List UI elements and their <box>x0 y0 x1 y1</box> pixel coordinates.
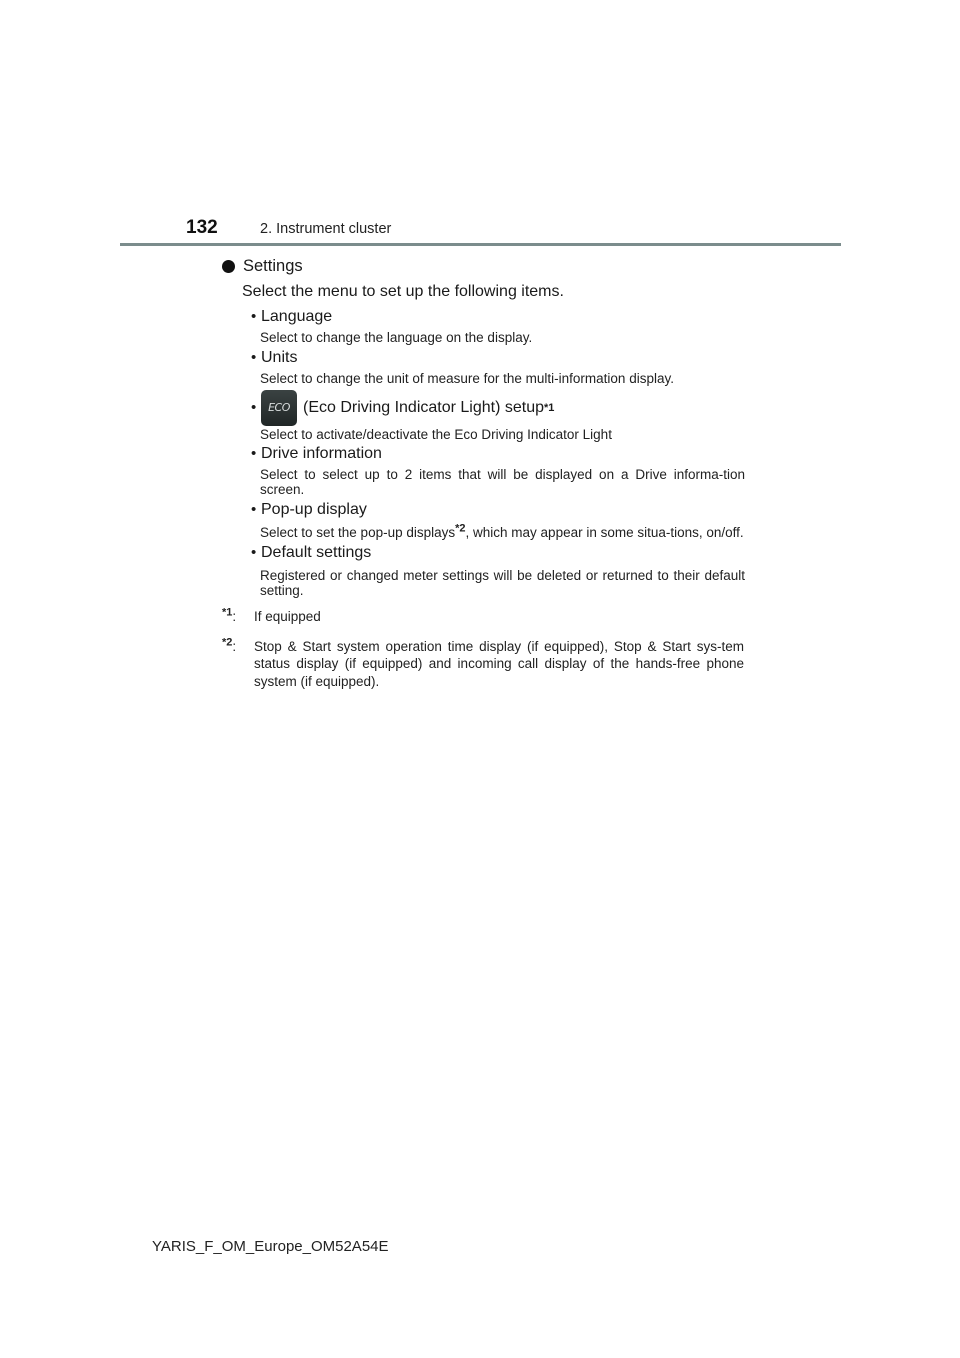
list-item-drive-information <box>251 444 747 497</box>
item-description: Select to change the unit of measure for the multi-information display. <box>260 371 674 386</box>
list-item-popup-display <box>251 500 747 540</box>
eco-indicator-icon: ECO <box>261 390 297 426</box>
bullet-dot-icon: • <box>251 544 257 561</box>
footnote-1 <box>222 608 747 626</box>
item-title-text: Drive information <box>261 445 382 462</box>
item-description: Select to change the language on the display. <box>260 330 533 345</box>
item-description: Select to select up to 2 items that will be displayed on a Drive informa-tion screen. <box>260 467 745 497</box>
list-item-language <box>251 307 747 345</box>
item-description: Registered or changed meter settings will be deleted or returned to their default setting. <box>260 568 745 598</box>
bullet-dot-icon: • <box>251 399 257 416</box>
list-item-eco-setup <box>251 390 747 442</box>
footer-doc-id: YARIS_F_OM_Europe_OM52A54E <box>152 1238 389 1255</box>
section-title: 2. Instrument cluster <box>260 221 392 237</box>
settings-intro: Select the menu to set up the following items. <box>242 283 564 300</box>
header-rule <box>120 243 841 246</box>
footnote-text: If equipped <box>254 609 321 624</box>
settings-heading-row <box>222 255 747 277</box>
item-title-text: Units <box>261 349 298 366</box>
desc-text: , which may appear in some situa-tions, on/off. <box>465 525 744 540</box>
footnote-mark: $^{*2}$: <box>222 636 237 654</box>
footnote-text: Stop & Start system operation time display (if equipped), Stop & Start sys-tem status display (if equipped) and incoming call display of the hands-free phone system (if equipped). <box>254 638 744 689</box>
item-title <box>251 500 747 520</box>
list-item-units <box>251 348 747 386</box>
bullet-dot-icon: • <box>251 501 257 518</box>
item-title: • ECO (Eco Driving Indicator Light) setup *1 <box>251 390 747 426</box>
item-description: Select to activate/deactivate the Eco Driving Indicator Light <box>260 427 612 442</box>
bullet-dot-icon: • <box>251 349 257 366</box>
footnote-ref: *2 <box>455 522 466 535</box>
item-title <box>251 348 747 368</box>
settings-heading: Settings <box>243 256 303 275</box>
item-title-text: (Eco Driving Indicator Light) setup <box>303 399 544 416</box>
item-title <box>251 307 747 327</box>
settings-section <box>222 255 747 690</box>
bullet-dot-icon: • <box>251 308 257 325</box>
item-title <box>251 543 747 563</box>
item-title-text: Language <box>261 308 333 325</box>
list-item-default-settings <box>251 543 747 598</box>
item-title-text: Default settings <box>261 544 372 561</box>
bullet-dot-icon: • <box>251 445 257 462</box>
page-number: 132 <box>186 217 218 238</box>
filled-circle-bullet-icon <box>222 260 235 273</box>
footnote-mark: $^{*1}$: <box>222 606 237 624</box>
item-title-text: Pop-up display <box>261 501 367 518</box>
item-title <box>251 444 747 464</box>
footnote-2 <box>222 638 747 691</box>
desc-text: Select to set the pop-up displays <box>260 525 456 540</box>
item-description <box>260 522 745 540</box>
